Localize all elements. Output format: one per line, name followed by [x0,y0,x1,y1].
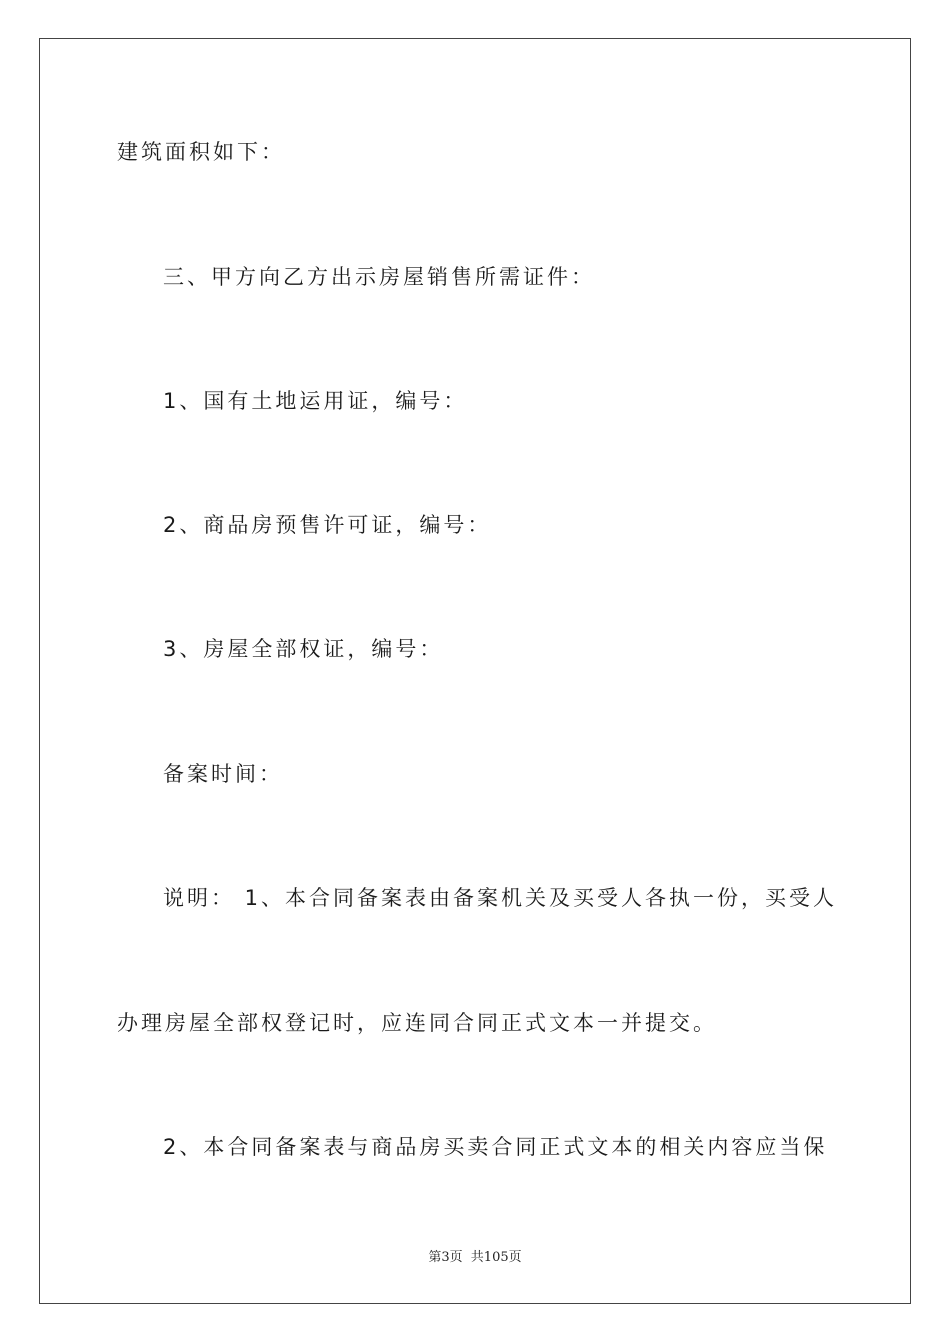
paragraph-ownership-certificate: 3、房屋全部权证，编号： [163,637,444,661]
total-pages: 共105页 [470,1250,522,1265]
page-number: 第3页 [428,1250,463,1265]
paragraph-note-one: 说明： 1、本合同备案表由备案机关及买受人各执一份，买受人 [163,886,838,910]
paragraph-filing-time: 备案时间： [163,762,283,786]
paragraph-note-one-continued: 办理房屋全部权登记时，应连同合同正式文本一并提交。 [117,1011,717,1035]
paragraph-land-certificate: 1、国有土地运用证，编号： [163,389,468,413]
paragraph-presale-permit: 2、商品房预售许可证，编号： [163,513,492,537]
paragraph-section-three: 三、甲方向乙方出示房屋销售所需证件： [163,265,595,289]
paragraph-floor-area: 建筑面积如下： [117,140,285,164]
paragraph-note-two: 2、本合同备案表与商品房买卖合同正式文本的相关内容应当保 [163,1135,828,1159]
page-footer [0,1246,950,1265]
page-frame [39,38,911,1304]
